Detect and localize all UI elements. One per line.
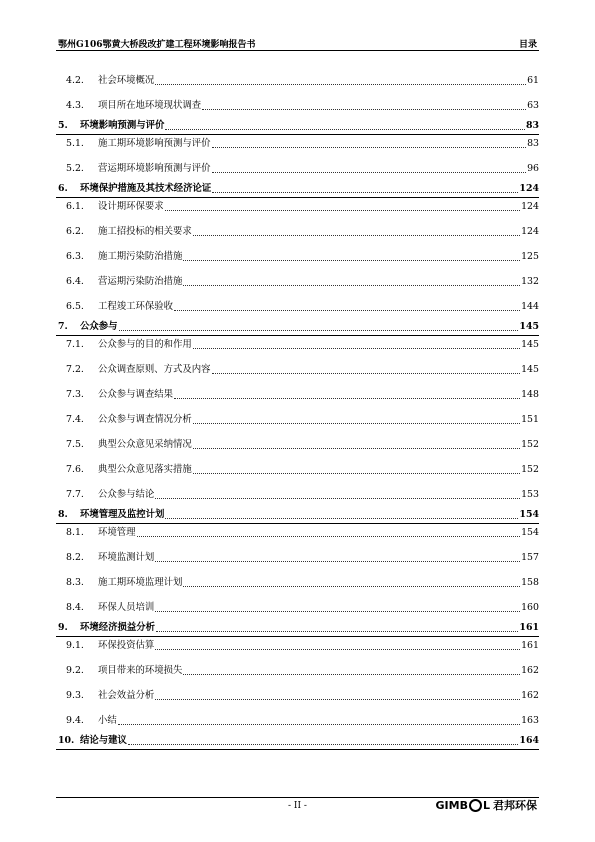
toc-section-entry[interactable]	[56, 489, 539, 501]
toc-entry-page: 154	[519, 509, 539, 520]
logo-circle-icon	[469, 799, 482, 812]
toc-entry-title: 项目所在地环境现状调查	[98, 100, 202, 111]
toc-chapter-entry[interactable]	[56, 509, 539, 521]
toc-entry-title: 施工期污染防治措施	[98, 251, 183, 262]
page-number: - II -	[288, 801, 307, 811]
toc-section-entry[interactable]	[56, 339, 539, 351]
toc-entry-number: 7.7.	[66, 489, 84, 500]
toc-entry-title: 施工招投标的相关要求	[98, 226, 192, 237]
toc-leader-dots	[183, 259, 520, 261]
toc-entry-number: 9.2.	[66, 665, 84, 676]
toc-entry-title: 公众参与结论	[98, 489, 155, 500]
toc-entry-page: 144	[521, 301, 539, 312]
toc-leader-dots	[155, 698, 520, 700]
toc-section-entry[interactable]	[56, 75, 539, 87]
toc-entry-page: 124	[521, 201, 539, 212]
toc-entry-page: 161	[519, 622, 539, 633]
toc-leader-dots	[193, 234, 520, 236]
toc-entry-page: 125	[521, 251, 539, 262]
toc-entry-title: 环境保护措施及其技术经济论证	[80, 183, 212, 194]
toc-leader-dots	[165, 209, 520, 211]
toc-chapter-entry[interactable]	[56, 120, 539, 132]
toc-entry-number: 6.4.	[66, 276, 84, 287]
toc-entry-number: 6.3.	[66, 251, 84, 262]
toc-entry-title: 工程竣工环保验收	[98, 301, 174, 312]
toc-entry-title: 社会效益分析	[98, 690, 155, 701]
toc-section-entry[interactable]	[56, 640, 539, 652]
toc-entry-number: 5.1.	[66, 138, 84, 149]
toc-leader-dots	[165, 128, 525, 130]
toc-leader-dots	[155, 497, 520, 499]
toc-entry-title: 环境经济损益分析	[80, 622, 156, 633]
toc-leader-dots	[212, 146, 527, 148]
toc-leader-dots	[193, 347, 520, 349]
toc-chapter-entry[interactable]	[56, 735, 539, 747]
toc-chapter-entry[interactable]	[56, 321, 539, 333]
toc-section-entry[interactable]	[56, 414, 539, 426]
company-logo	[436, 797, 537, 813]
toc-leader-dots	[193, 472, 520, 474]
toc-leader-dots	[193, 447, 520, 449]
toc-entry-number: 6.2.	[66, 226, 84, 237]
toc-leader-dots	[212, 191, 518, 193]
toc-entry-title: 项目带来的环境损失	[98, 665, 183, 676]
toc-entry-title: 营运期污染防治措施	[98, 276, 183, 287]
toc-section-entry[interactable]	[56, 100, 539, 112]
toc-section-entry[interactable]	[56, 439, 539, 451]
document-title: 鄂州G106鄂黄大桥段改扩建工程环境影响报告书	[58, 40, 256, 50]
toc-leader-dots	[137, 535, 521, 537]
toc-entry-number: 8.4.	[66, 602, 84, 613]
toc-leader-dots	[118, 723, 520, 725]
toc-entry-page: 96	[527, 163, 539, 174]
toc-entry-title: 环保人员培训	[98, 602, 155, 613]
toc-leader-dots	[183, 585, 520, 587]
toc-section-entry[interactable]	[56, 602, 539, 614]
toc-entry-page: 63	[527, 100, 539, 111]
toc-entry-number: 6.5.	[66, 301, 84, 312]
toc-leader-dots	[128, 743, 519, 745]
toc-entry-title: 环保投资估算	[98, 640, 155, 651]
toc-leader-dots	[155, 83, 526, 85]
toc-entry-page: 154	[521, 527, 539, 538]
toc-entry-page: 151	[521, 414, 539, 425]
toc-leader-dots	[212, 171, 527, 173]
toc-entry-page: 158	[521, 577, 539, 588]
toc-leader-dots	[155, 610, 520, 612]
toc-entry-title: 社会环境概况	[98, 75, 155, 86]
toc-section-entry[interactable]	[56, 464, 539, 476]
toc-entry-number: 4.3.	[66, 100, 84, 111]
toc-entry-title: 施工期环境监理计划	[98, 577, 183, 588]
toc-entry-page: 152	[521, 464, 539, 475]
toc-leader-dots	[202, 108, 526, 110]
toc-section-entry[interactable]	[56, 276, 539, 288]
toc-entry-page: 163	[521, 715, 539, 726]
toc-section-entry[interactable]	[56, 301, 539, 313]
toc-entry-number: 7.4.	[66, 414, 84, 425]
toc-entry-number: 7.5.	[66, 439, 84, 450]
toc-section-entry[interactable]	[56, 138, 539, 150]
toc-entry-page: 145	[521, 339, 539, 350]
toc-entry-page: 83	[525, 120, 539, 131]
toc-leader-dots	[156, 630, 518, 632]
toc-entry-page: 145	[521, 364, 539, 375]
toc-chapter-entry[interactable]	[56, 183, 539, 195]
logo-text-right: L	[482, 798, 490, 812]
toc-entry-title: 设计期环保要求	[98, 201, 164, 212]
toc-entry-page: 124	[521, 226, 539, 237]
toc-entry-number: 8.2.	[66, 552, 84, 563]
toc-entry-title: 典型公众意见落实措施	[98, 464, 192, 475]
logo-cn-text: 君邦环保	[493, 799, 537, 812]
toc-entry-number: 7.6.	[66, 464, 84, 475]
toc-section-entry[interactable]	[56, 715, 539, 727]
toc-entry-number: 8.	[58, 509, 68, 520]
toc-leader-dots	[174, 309, 520, 311]
toc-leader-dots	[174, 397, 520, 399]
toc-entry-page: 153	[521, 489, 539, 500]
toc-entry-number: 8.1.	[66, 527, 84, 538]
toc-entry-page: 61	[527, 75, 539, 86]
toc-leader-dots	[183, 673, 520, 675]
toc-entry-number: 9.4.	[66, 715, 84, 726]
toc-entry-number: 10.	[58, 735, 75, 746]
toc-section-entry[interactable]	[56, 665, 539, 677]
toc-leader-dots	[119, 329, 519, 331]
toc-entry-number: 7.3.	[66, 389, 84, 400]
toc-entry-page: 162	[521, 690, 539, 701]
section-label: 目录	[518, 40, 537, 50]
table-of-contents	[56, 62, 539, 747]
toc-entry-title: 公众参与	[80, 321, 118, 332]
toc-entry-page: 148	[521, 389, 539, 400]
toc-leader-dots	[155, 648, 520, 650]
toc-section-entry[interactable]	[56, 251, 539, 263]
toc-entry-page: 152	[521, 439, 539, 450]
toc-section-entry[interactable]	[56, 389, 539, 401]
toc-entry-title: 环境管理及监控计划	[80, 509, 165, 520]
logo-text-left: GIMB	[435, 798, 468, 812]
toc-entry-page: 157	[521, 552, 539, 563]
toc-entry-number: 9.3.	[66, 690, 84, 701]
toc-section-entry[interactable]	[56, 226, 539, 238]
toc-entry-number: 7.2.	[66, 364, 84, 375]
toc-entry-title: 公众调查原则、方式及内容	[98, 364, 211, 375]
toc-entry-number: 7.1.	[66, 339, 84, 350]
toc-entry-number: 5.	[58, 120, 68, 131]
toc-entry-title: 环境影响预测与评价	[80, 120, 165, 131]
toc-section-entry[interactable]	[56, 201, 539, 213]
toc-entry-title: 公众参与调查结果	[98, 389, 174, 400]
toc-entry-page: 83	[527, 138, 539, 149]
toc-entry-title: 环境监测计划	[98, 552, 155, 563]
toc-leader-dots	[183, 284, 520, 286]
toc-section-entry[interactable]	[56, 552, 539, 564]
toc-section-entry[interactable]	[56, 527, 539, 539]
page-header	[56, 36, 539, 51]
toc-entry-number: 6.1.	[66, 201, 84, 212]
toc-entry-number: 7.	[58, 321, 68, 332]
toc-entry-title: 施工期环境影响预测与评价	[98, 138, 211, 149]
toc-entry-title: 典型公众意见采纳情况	[98, 439, 192, 450]
toc-chapter-entry[interactable]	[56, 622, 539, 634]
toc-entry-number: 5.2.	[66, 163, 84, 174]
toc-entry-title: 结论与建议	[80, 735, 127, 746]
toc-entry-title: 公众参与调查情况分析	[98, 414, 192, 425]
toc-section-entry[interactable]	[56, 690, 539, 702]
toc-entry-page: 145	[519, 321, 539, 332]
toc-entry-page: 124	[519, 183, 539, 194]
toc-entry-page: 162	[521, 665, 539, 676]
toc-entry-title: 公众参与的目的和作用	[98, 339, 192, 350]
toc-entry-title: 营运期环境影响预测与评价	[98, 163, 211, 174]
toc-entry-page: 161	[521, 640, 539, 651]
toc-leader-dots	[193, 422, 520, 424]
toc-entry-page: 132	[521, 276, 539, 287]
toc-entry-number: 6.	[58, 183, 68, 194]
toc-leader-dots	[212, 372, 521, 374]
toc-entry-number: 9.	[58, 622, 68, 633]
toc-section-entry[interactable]	[56, 163, 539, 175]
toc-leader-dots	[165, 517, 518, 519]
toc-leader-dots	[155, 560, 520, 562]
toc-entry-page: 160	[521, 602, 539, 613]
toc-entry-title: 环境管理	[98, 527, 136, 538]
toc-entry-title: 小结	[98, 715, 117, 726]
toc-entry-number: 4.2.	[66, 75, 84, 86]
toc-entry-number: 9.1.	[66, 640, 84, 651]
toc-section-entry[interactable]	[56, 364, 539, 376]
toc-section-entry[interactable]	[56, 577, 539, 589]
toc-entry-page: 164	[519, 735, 539, 746]
toc-entry-number: 8.3.	[66, 577, 84, 588]
